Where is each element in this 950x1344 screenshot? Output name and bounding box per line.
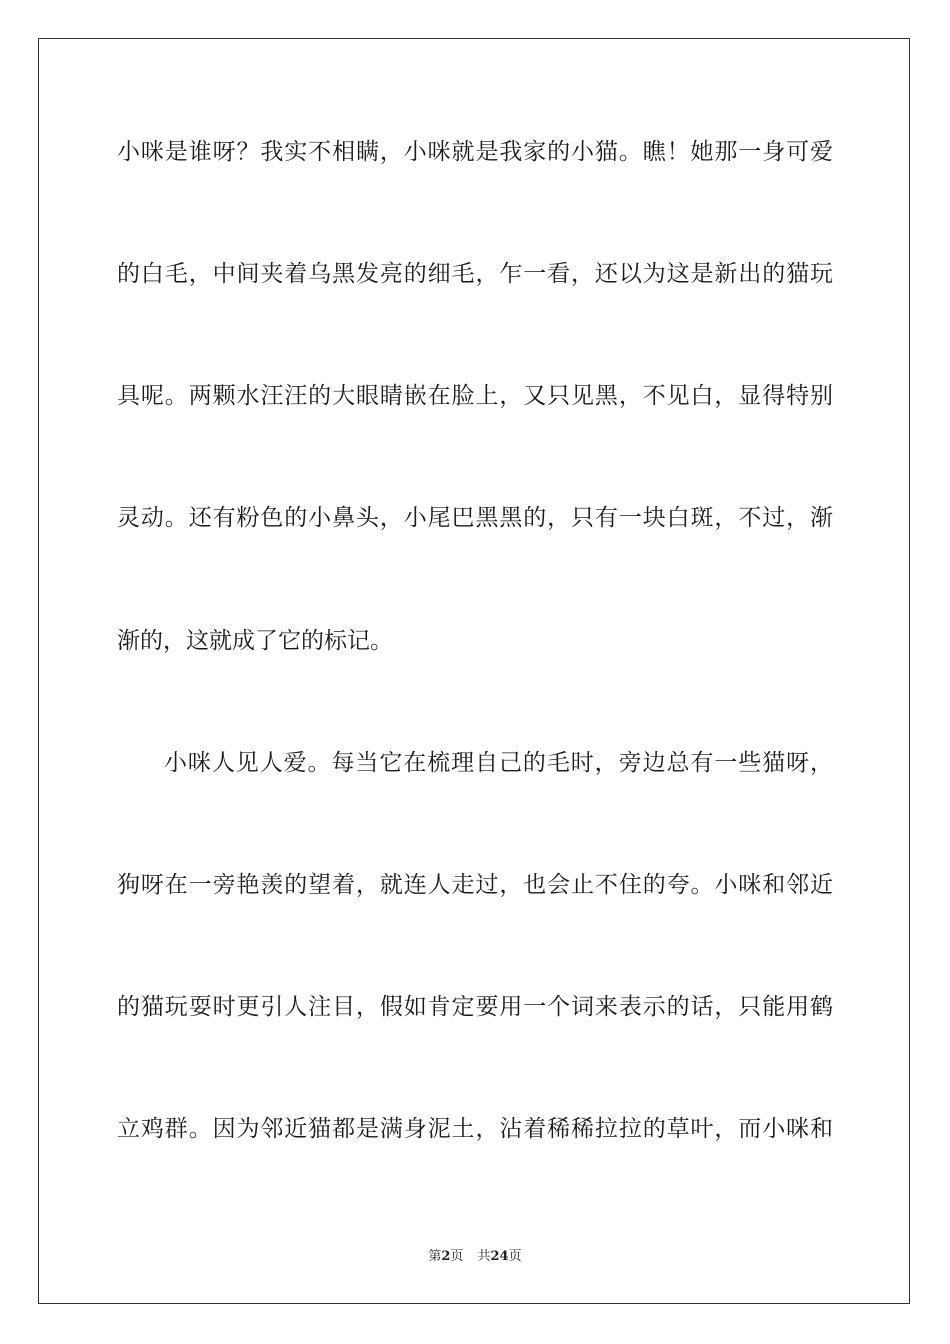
paragraph-line-9: 立鸡群。因为邻近猫都是满身泥土，沾着稀稀拉拉的草叶，而小咪和 xyxy=(117,1116,833,1142)
page-number: 2 xyxy=(441,1249,451,1264)
paragraph-line-1: 小咪是谁呀？我实不相瞒，小咪就是我家的小猫。瞧！她那一身可爱 xyxy=(117,139,833,165)
total-prefix: 共 xyxy=(477,1249,491,1264)
paragraph-line-2: 的白毛，中间夹着乌黑发亮的细毛，乍一看，还以为这是新出的猫玩 xyxy=(117,261,833,287)
page-suffix: 页 xyxy=(450,1249,464,1264)
paragraph-line-5: 渐的，这就成了它的标记。 xyxy=(117,628,393,654)
total-pages: 24 xyxy=(490,1249,509,1264)
paragraph-line-4: 灵动。还有粉色的小鼻头，小尾巴黑黑的，只有一块白斑，不过，渐 xyxy=(117,505,833,531)
page-footer xyxy=(0,1248,950,1266)
paragraph-line-7: 狗呀在一旁艳羡的望着，就连人走过，也会止不住的夸。小咪和邻近 xyxy=(117,872,833,898)
paragraph-line-6: 小咪人见人爱。每当它在梳理自己的毛时，旁边总有一些猫呀， xyxy=(164,750,833,776)
page-prefix: 第 xyxy=(428,1249,442,1264)
total-suffix: 页 xyxy=(508,1249,522,1264)
paragraph-line-8: 的猫玩耍时更引人注目，假如肯定要用一个词来表示的话，只能用鹤 xyxy=(117,994,833,1020)
paragraph-line-3: 具呢。两颗水汪汪的大眼睛嵌在脸上，又只见黑，不见白，显得特别 xyxy=(117,383,833,409)
